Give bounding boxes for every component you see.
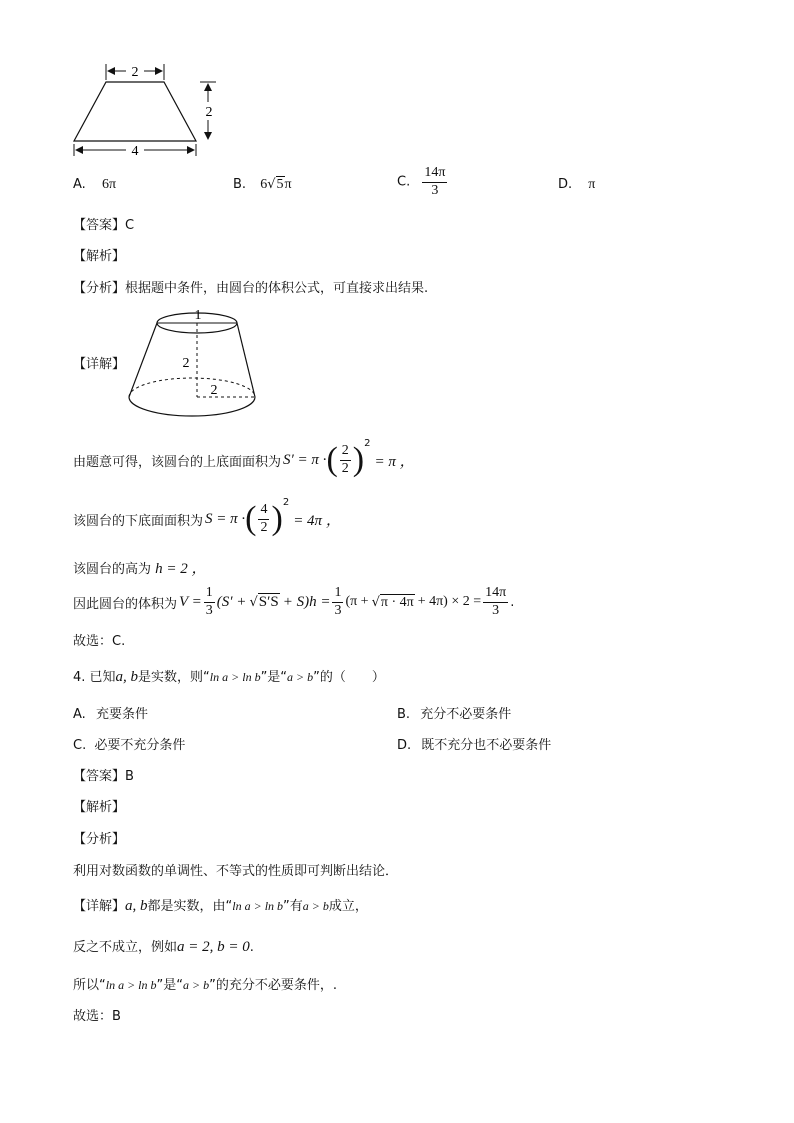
q4-option-c: C. 必要不充分条件 <box>73 738 186 753</box>
q4-detail-line1: 【详解】a, b都是实数，由“ln a > ln b”有a > b成立， <box>73 898 368 914</box>
q4-detail-line2: 反之不成立，例如a = 2, b = 0. <box>73 939 254 955</box>
q4-detail-line3: 所以“ln a > ln b”是“a > b”的充分不必要条件，. <box>73 978 337 993</box>
q3-line4: 因此圆台的体积为 V = $\frac{1}{3}$ (S′ + √ S′S + S)h = $\frac{1}{3}$ (π + √ π · 4π + 4π) × 2 = $\frac{14\pi}{3}$ . <box>73 584 515 618</box>
q3-line2: 该圆台的下底面面积为 S = π · ( $\frac{4}{2}$ ) 2 = 4π ， <box>73 497 341 537</box>
frustum-figure <box>126 303 260 425</box>
q4-stem: 4. 已知a, b是实数，则“ln a > ln b”是“a > b”的（ ） <box>73 669 385 685</box>
trapezoid-height-label: 2 <box>205 105 213 120</box>
q4-option-d: D. 既不充分也不必要条件 <box>397 738 552 753</box>
frustum-bottom-back <box>129 378 255 397</box>
q3-option-a: A. 6π <box>73 177 117 192</box>
frustum-height: 2 <box>182 356 190 371</box>
frustum-top-radius: 1 <box>194 308 202 323</box>
q3-answer: 【答案】C <box>73 218 135 233</box>
q4-option-b: B. 充分不必要条件 <box>397 707 512 722</box>
trapezoid-bottom-label: 4 <box>131 144 139 159</box>
q3-line3: 该圆台的高为 h = 2 ， <box>73 561 207 577</box>
trapezoid-top-label: 2 <box>131 65 139 80</box>
trapezoid-shape <box>74 82 196 141</box>
q4-choice: 故选：B <box>73 1009 121 1024</box>
frustum-bottom-front <box>129 397 255 416</box>
q3-choice: 故选：C. <box>73 634 126 649</box>
q3-option-c: C. $\frac{14\pi}{3}$ <box>397 165 446 198</box>
q3-fenxi: 【分析】根据题中条件，由圆台的体积公式，可直接求出结果. <box>73 281 429 296</box>
q3-option-d: D. π <box>558 177 596 192</box>
q3-option-b: B. 6√5π <box>233 177 292 192</box>
q4-answer: 【答案】B <box>73 769 134 784</box>
q4-option-a: A. 充要条件 <box>73 707 148 722</box>
q3-line1: 由题意可得，该圆台的上底面面积为 S′ = π · ( $\frac{2}{2}$ ) 2 = π ， <box>73 438 415 478</box>
q4-analysis-title: 【解析】 <box>73 800 126 815</box>
q4-fenxi: 利用对数函数的单调性、不等式的性质即可判断出结论． <box>73 864 399 879</box>
trapezoid-figure <box>60 58 230 163</box>
q3-analysis-title: 【解析】 <box>73 249 126 264</box>
frustum-bottom-radius: 2 <box>210 383 218 398</box>
q3-detail-label: 【详解】 <box>73 357 126 372</box>
q4-fenxi-title: 【分析】 <box>73 832 126 847</box>
